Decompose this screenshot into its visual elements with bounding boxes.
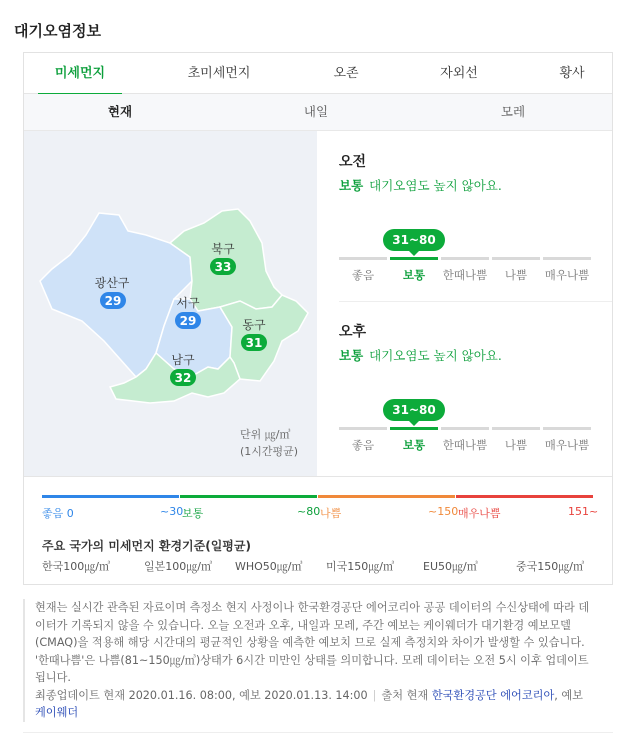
grade-legend <box>24 476 612 584</box>
gauge-am-seg-good <box>339 257 387 260</box>
forecast-am-gauge <box>339 229 593 289</box>
legend-good: 좋음 0 <box>42 507 74 520</box>
pollutant-tabs <box>24 53 612 94</box>
standard-eu: EU50㎍/㎥ <box>423 560 478 573</box>
source-mid: , 예보 <box>554 688 583 702</box>
bottom-divider <box>23 732 613 733</box>
gauge-pm-label-temp-bad: 한때나쁨 <box>442 438 488 452</box>
district-label-seo: 서구 <box>176 296 200 310</box>
gauge-pm-seg-good <box>339 427 387 430</box>
tab-fine-dust[interactable]: 미세먼지 <box>38 53 122 94</box>
subtab-now[interactable]: 현재 <box>107 104 133 119</box>
forecast-pm-grade: 보통 <box>339 348 364 363</box>
map-unit-average: (1시간평균) <box>240 445 299 458</box>
legend-threshold-151: 151~ <box>568 505 599 518</box>
legend-threshold-80: ~80 <box>297 505 321 518</box>
subtab-day-after[interactable]: 모레 <box>500 104 526 119</box>
forecast-divider <box>339 301 612 302</box>
legend-threshold-150: ~150 <box>428 505 459 518</box>
gauge-pm-seg-very-bad <box>543 427 591 430</box>
notes-source-line <box>35 687 595 722</box>
legend-bar-bad <box>318 495 455 498</box>
source-link-airkorea[interactable]: 한국환경공단 에어코리아 <box>431 688 555 702</box>
district-map <box>24 131 317 476</box>
legend-bar-very-bad <box>456 495 593 498</box>
district-value-nam: 32 <box>174 371 192 385</box>
gauge-am-seg-temp-bad <box>441 257 489 260</box>
legend-bar-normal <box>180 495 317 498</box>
legend-bar-good <box>42 495 179 498</box>
forecast-pm-desc: 대기오염도 높지 않아요. <box>369 348 502 363</box>
tab-ultrafine-dust[interactable]: 초미세먼지 <box>187 66 251 81</box>
district-value-seo: 29 <box>179 314 197 328</box>
notes-separator: | <box>372 688 377 702</box>
forecast-am-range: 31~80 <box>383 229 445 251</box>
forecast-am-status <box>339 176 502 194</box>
tab-yellow-dust[interactable]: 황사 <box>559 66 585 81</box>
district-label-nam: 남구 <box>171 353 195 367</box>
forecast-pm-gauge <box>339 399 593 459</box>
standard-japan: 일본100㎍/㎥ <box>144 560 212 573</box>
district-value-dong: 31 <box>245 336 263 350</box>
standard-korea: 한국100㎍/㎥ <box>42 560 110 573</box>
map-unit <box>240 426 298 460</box>
gauge-am-label-good: 좋음 <box>351 268 375 282</box>
forecast-am-grade: 보통 <box>339 178 364 193</box>
day-tabs <box>24 94 612 131</box>
tab-uv[interactable]: 자외선 <box>440 66 478 81</box>
last-updated: 최종업데이트 현재 2020.01.16. 08:00, 예보 2020.01.13. 14:00 <box>35 688 368 702</box>
gauge-am-label-bad: 나쁨 <box>504 268 528 282</box>
district-label-gwangsan: 광산구 <box>94 276 130 290</box>
forecast-pm-title: 오후 <box>339 324 367 340</box>
forecast-panel <box>317 131 612 476</box>
gauge-am-seg-normal <box>390 257 438 260</box>
legend-normal: 보통 <box>182 507 204 520</box>
gauge-am-label-temp-bad: 한때나쁨 <box>442 268 488 282</box>
standard-who: WHO50㎍/㎥ <box>235 560 303 573</box>
forecast-pm-status <box>339 346 502 364</box>
legend-very-bad: 매우나쁨 <box>458 507 501 520</box>
gauge-pm-seg-bad <box>492 427 540 430</box>
notes-body: 현재는 실시간 관측된 자료이며 측정소 현지 사정이나 한국환경공단 에어코리아 공공 데이터의 수신상태에 따라 데이터가 기록되지 않을 수 있습니다. 오늘 오전과 오후, 내일과 모레, 주간 예보는 케이웨더가 대기환경 예보모델(CMAQ)을 적용해 해당 시간대의 평균적인 상황을 예측한 예보치 므로 실제 측정치와 차이가 발생할 수 있습니다. '한때나쁨'은 나쁨(81~150㎍/㎥)상태가 6시간 미만인 상태를 의미합니다. 모레 데이터는 오전 5시 이후 업데이트 됩니다. <box>35 601 590 684</box>
gauge-pm-seg-normal <box>390 427 438 430</box>
gauge-am-label-very-bad: 매우나쁨 <box>544 268 590 282</box>
forecast-am-title: 오전 <box>339 154 367 170</box>
forecast-pm-range: 31~80 <box>383 399 445 421</box>
gauge-am-seg-bad <box>492 257 540 260</box>
gauge-pm-seg-temp-bad <box>441 427 489 430</box>
map-unit-label: 단위 ㎍/㎥ <box>240 428 291 441</box>
source-link-kweather[interactable]: 케이웨더 <box>35 706 79 719</box>
tab-ozone[interactable]: 오존 <box>333 66 359 81</box>
gauge-am-seg-very-bad <box>543 257 591 260</box>
district-value-buk: 33 <box>214 260 232 274</box>
gauge-pm-label-bad: 나쁨 <box>504 438 528 452</box>
air-quality-card <box>23 52 613 585</box>
legend-bad: 나쁨 <box>320 507 342 520</box>
legend-threshold-30: ~30 <box>160 505 184 518</box>
district-label-dong: 동구 <box>242 318 266 332</box>
forecast-am-desc: 대기오염도 높지 않아요. <box>369 178 502 193</box>
info-notes <box>23 599 595 722</box>
gauge-pm-label-very-bad: 매우나쁨 <box>544 438 590 452</box>
standard-usa: 미국150㎍/㎥ <box>326 560 394 573</box>
subtab-tomorrow[interactable]: 내일 <box>303 104 329 119</box>
standard-china: 중국150㎍/㎥ <box>516 560 584 573</box>
section-title: 대기오염정보 <box>14 22 101 40</box>
district-label-buk: 북구 <box>211 242 235 256</box>
gauge-pm-label-good: 좋음 <box>351 438 375 452</box>
standards-title: 주요 국가의 미세먼지 환경기준(일평균) <box>42 539 251 553</box>
gauge-pm-label-normal: 보통 <box>402 438 426 452</box>
gauge-am-label-normal: 보통 <box>402 268 426 282</box>
source-prefix: 출처 현재 <box>381 688 429 702</box>
district-value-gwangsan: 29 <box>104 294 122 308</box>
